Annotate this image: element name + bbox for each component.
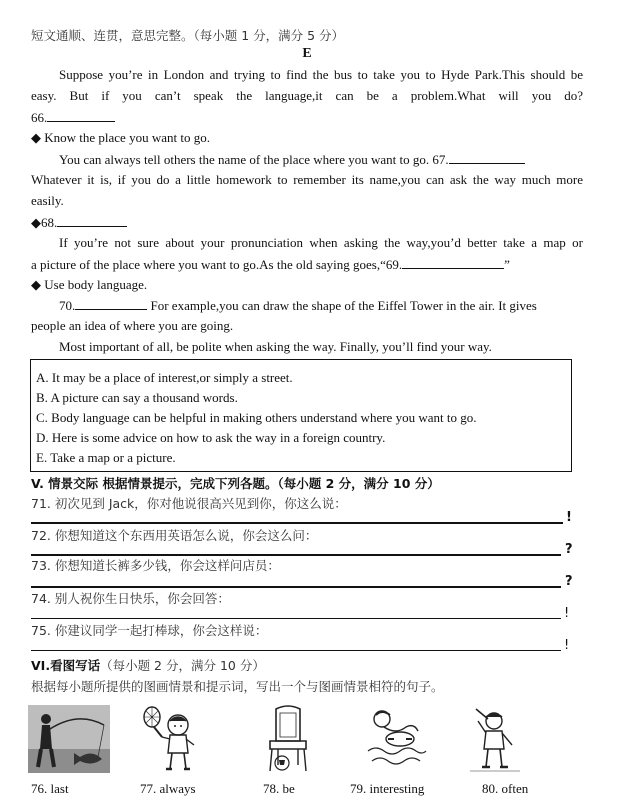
passage-paragraph-2-line-1: [59, 151, 583, 168]
passage-paragraph-3-line-2: [31, 256, 583, 273]
caption-79: 79. interesting: [350, 781, 425, 796]
passage-title: E: [302, 46, 312, 61]
chair-ball-picture: [262, 705, 314, 773]
closing-quote: ”: [504, 257, 510, 272]
section-5-title: V. 情景交际 根据情景提示，完成下列各题。（每小题 2 分，满分 10 分）: [31, 476, 440, 491]
question-72: 72. 你想知道这个东西用英语怎么说，你会这么问：: [31, 528, 318, 543]
question-68: [31, 214, 583, 231]
options-box: [30, 359, 572, 472]
blank-67[interactable]: [449, 151, 525, 164]
passage-paragraph-4-line-1: [59, 297, 583, 314]
answer-line-72[interactable]: [31, 554, 561, 556]
passage-paragraph-4-text: For example,you can draw the shape of the Eiffel Tower in the air. It gives: [150, 298, 537, 313]
question-71: 71. 初次见到 Jack，你对他说很高兴见到你，你这么说：: [31, 496, 347, 511]
passage-paragraph-5: Most important of all, be polite when asking the way. Finally, you’ll find your way.: [59, 339, 492, 354]
question-75: 75. 你建议同学一起打棒球，你会这样说：: [31, 623, 268, 638]
answer-line-71[interactable]: [31, 522, 563, 524]
passage-paragraph-1-line-1: Suppose you’re in London and trying to find the bus to take you to Hyde Park.This should be: [59, 67, 583, 82]
caption-78: 78. be: [263, 781, 295, 796]
passage-paragraph-2-line-3: easily.: [31, 193, 64, 208]
end-mark-75: !: [564, 638, 570, 653]
caption-80: 80. often: [482, 781, 529, 796]
question-66: [31, 109, 583, 126]
section-6-title: VI.看图写话: [31, 658, 101, 673]
option-e: E. Take a map or a picture.: [36, 450, 176, 465]
tip-body-language: ◆ Use body language.: [31, 277, 148, 292]
blank-70[interactable]: [75, 297, 147, 310]
passage-paragraph-2-text: You can always tell others the name of the place where you want to go. 67.: [59, 152, 449, 167]
answer-line-75[interactable]: [31, 650, 561, 651]
section-6-heading: [31, 658, 583, 674]
question-74: 74. 别人祝你生日快乐，你会回答：: [31, 591, 230, 606]
option-d: D. Here is some advice on how to ask the way in a foreign country.: [36, 430, 386, 445]
caption-76: 76. last: [31, 781, 69, 796]
end-mark-71: !: [566, 510, 572, 525]
tip-know-place: ◆ Know the place you want to go.: [31, 130, 210, 145]
end-mark-72: ?: [565, 542, 573, 557]
answer-line-74[interactable]: [31, 618, 561, 619]
blank-66[interactable]: [47, 109, 115, 122]
blank-69[interactable]: [402, 256, 504, 269]
passage-paragraph-1-line-2: easy. But if you can’t speak the language,it can be a problem.What will you do?: [31, 88, 583, 103]
passage-paragraph-4-line-2: people an idea of where you are going.: [31, 318, 234, 333]
answer-line-73[interactable]: [31, 586, 561, 588]
end-mark-73: ?: [565, 574, 573, 589]
question-68-label: ◆68.: [31, 215, 58, 230]
tennis-boy-picture: [140, 705, 202, 773]
option-c: C. Body language can be helpful in making others understand where you want to go.: [36, 410, 477, 425]
option-b: B. A picture can say a thousand words.: [36, 390, 238, 405]
exercising-boy-picture: [468, 705, 522, 773]
passage-paragraph-3-line-1: If you’re not sure about your pronunciation when asking the way,you’d better take a map or: [59, 235, 583, 250]
section-6-instruction: 根据每小题所提供的图画情景和提示词，写出一个与图画情景相符的句子。: [31, 679, 444, 694]
option-a: A. It may be a place of interest,or simply a street.: [36, 370, 293, 385]
passage-paragraph-2-line-2: Whatever it is, if you do a little homework to remember its name,you can ask the way much more: [31, 172, 583, 187]
section-6-score-note: （每小题 2 分，满分 10 分）: [100, 658, 265, 673]
caption-77: 77. always: [140, 781, 196, 796]
question-73: 73. 你想知道长裤多少钱，你会这样问店员：: [31, 558, 280, 573]
passage-paragraph-3-text: a picture of the place where you want to go.As the old saying goes,“69.: [31, 257, 403, 272]
swimming-picture: [362, 705, 428, 773]
question-66-label: 66.: [31, 110, 48, 125]
fishing-picture: [28, 705, 110, 773]
section-instruction: 短文通顺、连贯，意思完整。（每小题 1 分，满分 5 分）: [31, 28, 345, 43]
end-mark-74: !: [564, 606, 570, 621]
question-70-label: 70.: [59, 298, 76, 313]
blank-68[interactable]: [57, 214, 127, 227]
